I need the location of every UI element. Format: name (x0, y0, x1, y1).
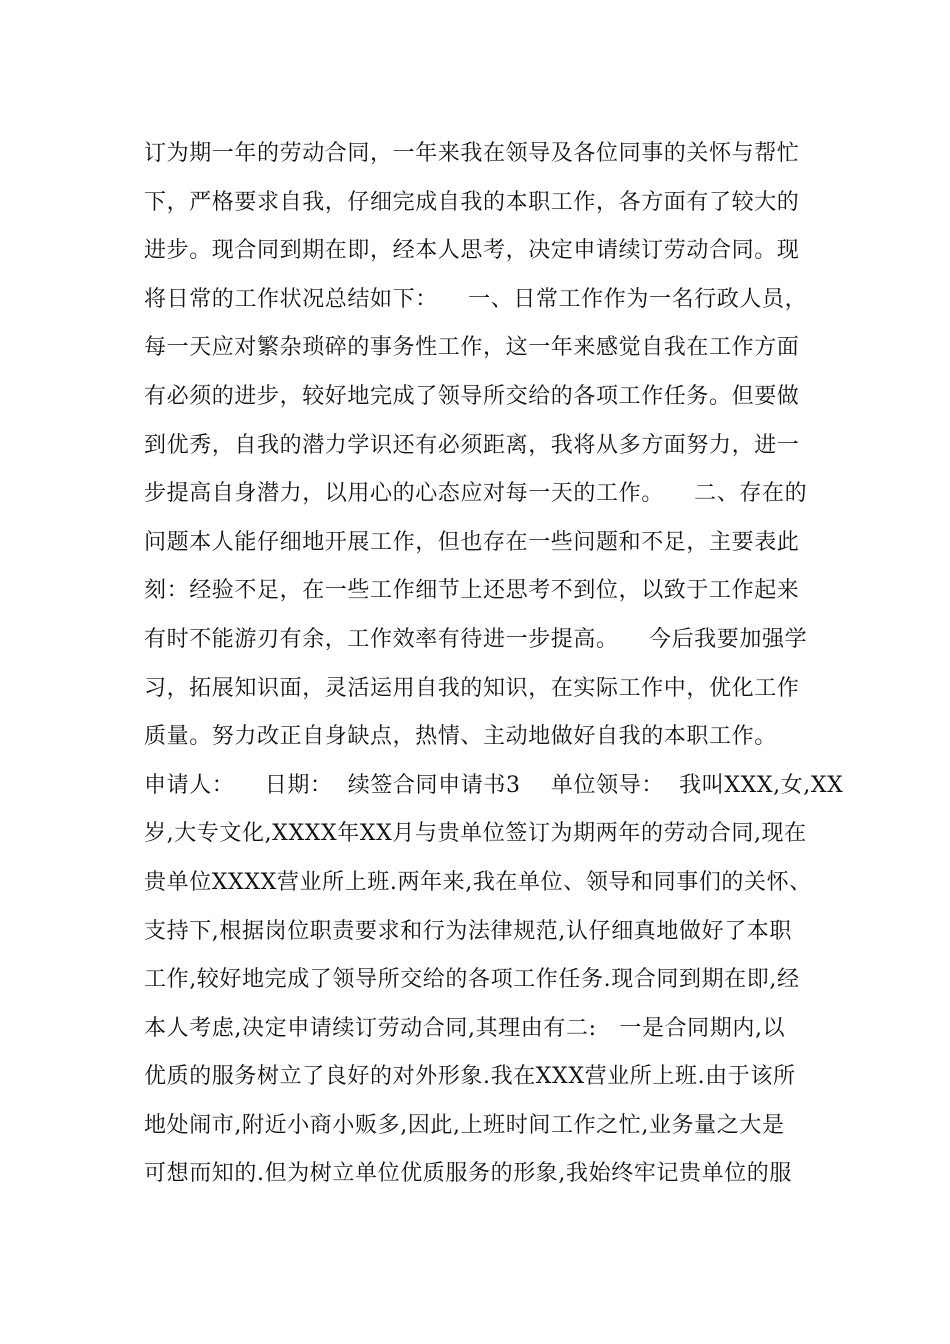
text-line: 申请人： 日期： 续签合同申请书3 单位领导： 我叫XXX,女,XX (144, 772, 844, 798)
text-line: 地处闹市,附近小商小贩多,因此,上班时间工作之忙,业务量之大是 (144, 1112, 785, 1138)
text-line: 质量。努力改正自身缺点，热情、主动地做好自我的本职工作。 (144, 724, 777, 750)
text-line: 订为期一年的劳动合同，一年来我在领导及各位同事的关怀与帮忙 (144, 141, 800, 166)
text-line: 优质的服务树立了良好的对外形象.我在XXX营业所上班.由于该所 (144, 1064, 796, 1090)
text-line: 进步。现合同到期在即，经本人思考，决定申请续订劳动合同。现 (144, 238, 800, 264)
text-line: 本人考虑,决定申请续订劳动合同,其理由有二: 一是合同期内,以 (144, 1015, 786, 1041)
text-line: 下，严格要求自我，仔细完成自我的本职工作，各方面有了较大的 (144, 189, 800, 215)
text-line: 贵单位XXXX营业所上班.两年来,我在单位、领导和同事们的关怀、 (144, 869, 812, 895)
text-line: 有时不能游刃有余，工作效率有待进一步提高。 今后我要加强学 (144, 626, 808, 652)
text-line: 工作,较好地完成了领导所交给的各项工作任务.现合同到期在即,经 (144, 967, 800, 993)
text-line: 可想而知的.但为树立单位优质服务的形象,我始终牢记贵单位的服 (144, 1161, 792, 1187)
text-line: 习，拓展知识面，灵活运用自我的知识，在实际工作中，优化工作 (144, 675, 800, 701)
text-line: 将日常的工作状况总结如下： 一、日常工作作为一名行政人员， (144, 286, 808, 312)
text-line: 有必须的进步，较好地完成了领导所交给的各项工作任务。但要做 (144, 383, 800, 409)
text-line: 到优秀，自我的潜力学识还有必须距离，我将从多方面努力，进一 (144, 432, 800, 458)
body-text (144, 130, 844, 1199)
text-line: 岁,大专文化,XXXX年XX月与贵单位签订为期两年的劳动合同,现在 (144, 821, 807, 847)
text-line: 支持下,根据岗位职责要求和行为法律规范,认仔细真地做好了本职 (144, 918, 792, 944)
text-line: 问题本人能仔细地开展工作，但也存在一些问题和不足，主要表此 (144, 529, 800, 555)
text-line: 每一天应对繁杂琐碎的事务性工作，这一年来感觉自我在工作方面 (144, 335, 800, 361)
text-line: 刻：经验不足，在一些工作细节上还思考不到位，以致于工作起来 (144, 578, 800, 604)
text-line: 步提高自身潜力，以用心的心态应对每一天的工作。 二、存在的 (144, 481, 808, 507)
